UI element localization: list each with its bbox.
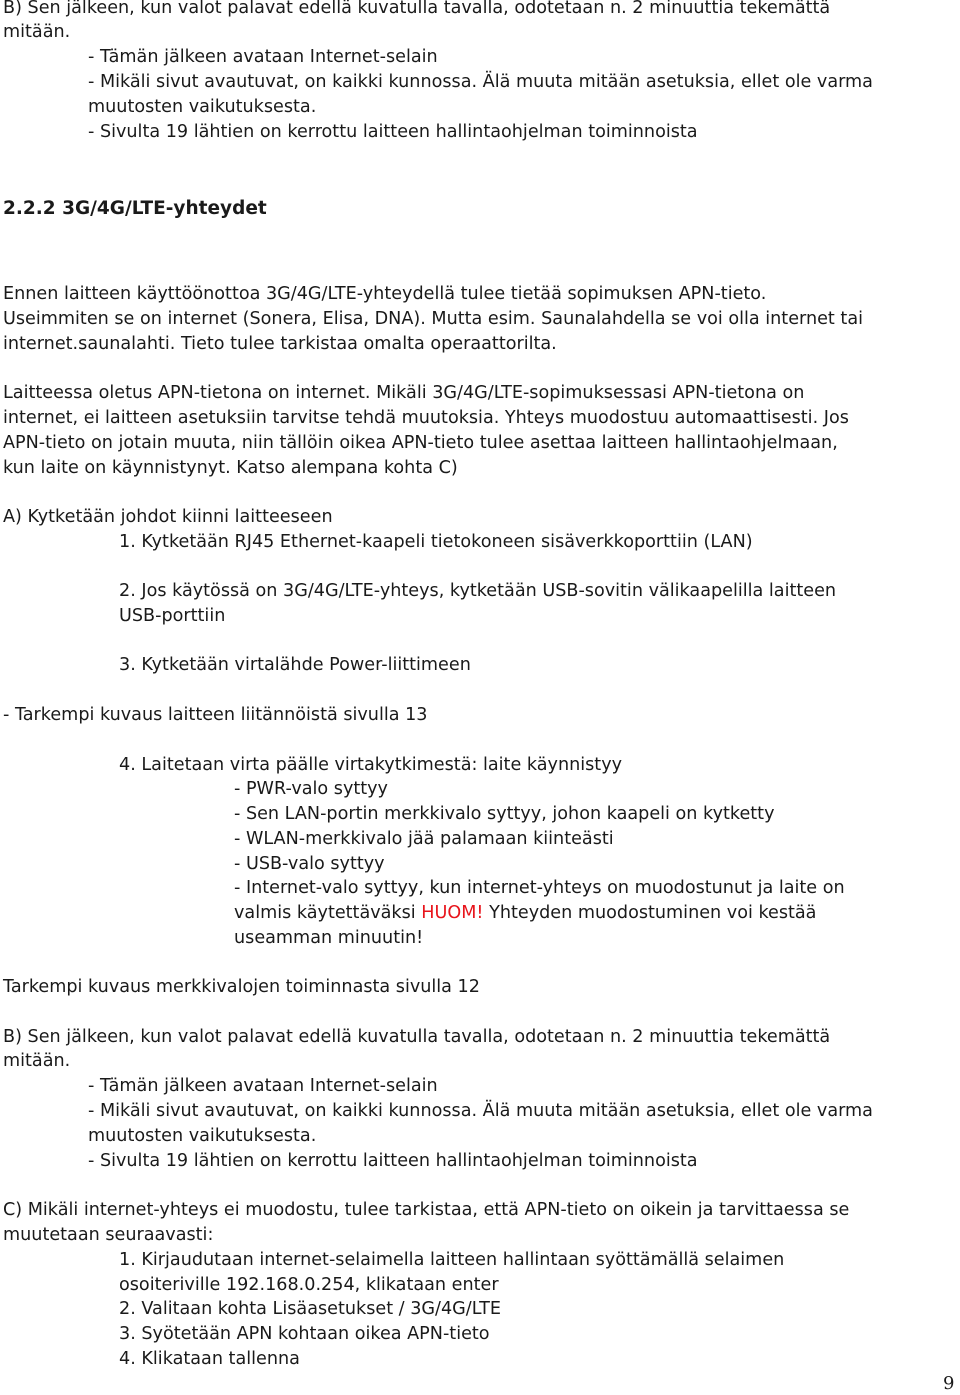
top-step-b-pages-open: - Mikäli sivut avautuvat, on kaikki kunnossa. Älä muuta mitään asetuksia, ellet ole varma [88, 72, 873, 92]
step-c-item-4: 4. Klikataan tallenna [119, 1349, 300, 1369]
step-b-pages-open: - Mikäli sivut avautuvat, on kaikki kunnossa. Älä muuta mitään asetuksia, ellet ole varma [88, 1101, 873, 1121]
step-b-line1: B) Sen jälkeen, kun valot palavat edellä kuvatulla tavalla, odotetaan n. 2 minuuttia tekemättä [3, 1027, 831, 1047]
top-step-b-line1: B) Sen jälkeen, kun valot palavat edellä kuvatulla tavalla, odotetaan n. 2 minuuttia tekemättä [3, 0, 831, 18]
para2-line1: Laitteessa oletus APN-tietona on internet. Mikäli 3G/4G/LTE-sopimuksessasi APN-tietona on [3, 383, 805, 403]
top-step-b-open-browser: - Tämän jälkeen avataan Internet-selain [88, 47, 438, 67]
top-step-b-line1-cont: mitään. [3, 22, 71, 42]
step-a-item-4: 4. Laitetaan virta päälle virtakytkimestä: laite käynnistyy [119, 755, 623, 775]
huom-warning: HUOM! [421, 903, 484, 923]
step-b-page-ref: - Sivulta 19 lähtien on kerrottu laitteen hallintaohjelman toiminnoista [88, 1151, 698, 1171]
connection-time-text: Yhteyden muodostuminen voi kestää [483, 903, 817, 923]
ready-text: valmis käytettäväksi [234, 903, 422, 923]
step-c-item-1: 1. Kirjaudutaan internet-selaimella laitteen hallintaan syöttämällä selaimen [119, 1250, 785, 1270]
step-c-line1-cont: muutetaan seuraavasti: [3, 1225, 214, 1245]
led-list-item-cont2: useamman minuutin! [234, 928, 424, 948]
step-a-item-2-cont: USB-porttiin [119, 606, 226, 626]
step-a-interfaces-note: - Tarkempi kuvaus laitteen liitännöistä sivulla 13 [3, 705, 428, 725]
para2-line4: kun laite on käynnistynyt. Katso alempana kohta C) [3, 458, 458, 478]
led-list-item: - Sen LAN-portin merkkivalo syttyy, johon kaapeli on kytketty [234, 804, 775, 824]
step-c-line1: C) Mikäli internet-yhteys ei muodostu, tulee tarkistaa, että APN-tieto on oikein ja tarvittaessa se [3, 1200, 850, 1220]
led-list-item: - USB-valo syttyy [234, 854, 385, 874]
led-list-item: - Internet-valo syttyy, kun internet-yhteys on muodostunut ja laite on [234, 878, 845, 898]
step-a-item-1: 1. Kytketään RJ45 Ethernet-kaapeli tietokoneen sisäverkkoporttiin (LAN) [119, 532, 753, 552]
section-heading: 2.2.2 3G/4G/LTE-yhteydet [3, 198, 267, 219]
step-c-item-3: 3. Syötetään APN kohtaan oikea APN-tieto [119, 1324, 490, 1344]
step-a-item-3: 3. Kytketään virtalähde Power-liittimeen [119, 655, 471, 675]
step-a-title: A) Kytketään johdot kiinni laitteeseen [3, 507, 333, 527]
led-list-item: - WLAN-merkkivalo jää palamaan kiinteästi [234, 829, 614, 849]
step-c-item-1-cont: osoiteriville 192.168.0.254, klikataan enter [119, 1275, 499, 1295]
step-b-pages-open-cont: muutosten vaikutuksesta. [88, 1126, 317, 1146]
led-list-item: - PWR-valo syttyy [234, 779, 388, 799]
step-b-line1-cont: mitään. [3, 1051, 71, 1071]
step-a-item-2: 2. Jos käytössä on 3G/4G/LTE-yhteys, kytketään USB-sovitin välikaapelilla laitteen [119, 581, 837, 601]
led-details-note: Tarkempi kuvaus merkkivalojen toiminnasta sivulla 12 [3, 977, 480, 997]
page-number: 9 [943, 1373, 955, 1394]
step-c-item-2: 2. Valitaan kohta Lisäasetukset / 3G/4G/LTE [119, 1299, 501, 1319]
para1-line1: Ennen laitteen käyttöönottoa 3G/4G/LTE-yhteydellä tulee tietää sopimuksen APN-tieto. [3, 284, 767, 304]
para1-line3: internet.saunalahti. Tieto tulee tarkistaa omalta operaattorilta. [3, 334, 557, 354]
para1-line2: Useimmiten se on internet (Sonera, Elisa, DNA). Mutta esim. Saunalahdella se voi olla internet tai [3, 309, 863, 329]
top-step-b-page-ref: - Sivulta 19 lähtien on kerrottu laitteen hallintaohjelman toiminnoista [88, 122, 698, 142]
step-b-open-browser: - Tämän jälkeen avataan Internet-selain [88, 1076, 438, 1096]
led-list-item-cont [234, 902, 816, 924]
para2-line3: APN-tieto on jotain muuta, niin tällöin oikea APN-tieto tulee asettaa laitteen hallintaohjelmaan, [3, 433, 838, 453]
top-step-b-pages-open-cont: muutosten vaikutuksesta. [88, 97, 317, 117]
para2-line2: internet, ei laitteen asetuksiin tarvitse tehdä muutoksia. Yhteys muodostuu automaattisesti. Jos [3, 408, 849, 428]
